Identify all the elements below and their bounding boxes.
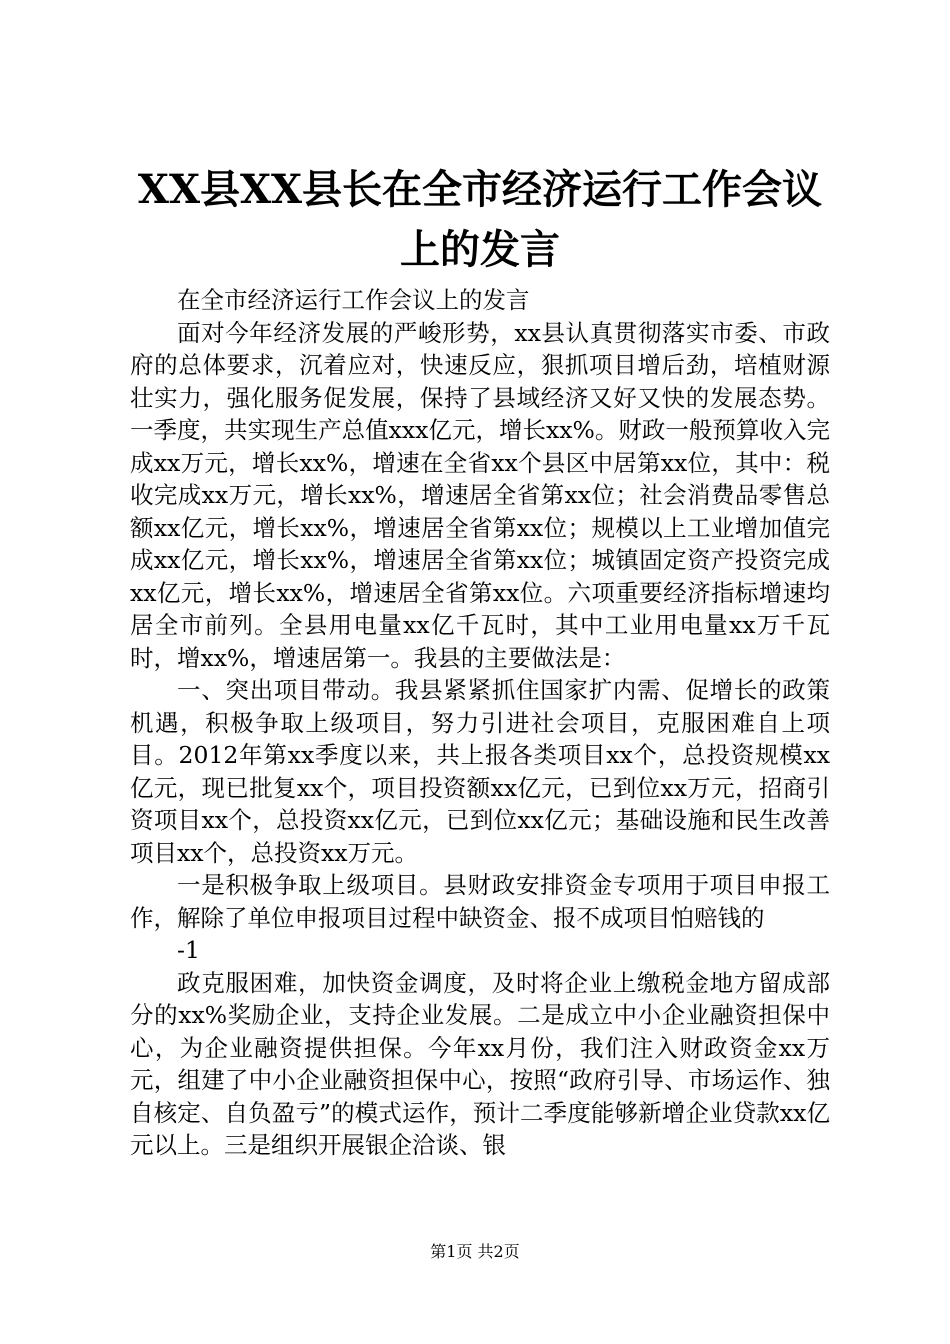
paragraph-overview: 面对今年经济发展的严峻形势，xx县认真贯彻落实市委、市政府的总体要求，沉着应对，快速反应，狠抓项目增后劲，培植财源壮实力，强化服务促发展，保持了县域经济又好又快的发展态势。一季度，共实现生产总值xxx亿元，增长xx%。财政一般预算收入完成xx万元，增长xx%，增速在全省xx个县区中居第xx位，其中：税收完成xx万元，增长xx%，增速居全省第xx位；社会消费品零售总额xx亿元，增长xx%，增速居全省第xx位；规模以上工业增加值完成xx亿元，增长xx%，增速居全省第xx位；城镇固定资产投资完成xx亿元，增长xx%，增速居全省第xx位。六项重要经济指标增速均居全市前列。全县用电量xx亿千瓦时，其中工业用电量xx万千瓦时，增xx%，增速居第一。我县的主要做法是： <box>130 318 830 672</box>
page-marker: -1 <box>177 936 200 964</box>
paragraph-project-driven: 一、突出项目带动。我县紧紧抓住国家扩内需、促增长的政策机遇，积极争取上级项目，努力引进社会项目，克服困难自上项目。2012年第xx季度以来，共上报各类项目xx个，总投资规模xx亿元，现已批复xx个，项目投资额xx亿元，已到位xx万元，招商引资项目xx个，总投资xx亿元，已到位xx亿元；基础设施和民生改善项目xx个，总投资xx万元。 <box>130 676 830 867</box>
page-footer: 第1页 共2页 <box>430 1242 520 1261</box>
paragraph-subtitle: 在全市经济运行工作会议上的发言 <box>177 286 530 314</box>
paragraph-continued: 政克服困难，加快资金调度，及时将企业上缴税金地方留成部分的xx%奖励企业，支持企业发展。二是成立中小企业融资担保中心，为企业融资提供担保。今年xx月份，我们注入财政资金xx万元，组建了中小企业融资担保中心，按照“政府引导、市场运作、独自核定、自负盈亏”的模式运作，预计二季度能够新增企业贷款xx亿元以上。三是组织开展银企洽谈、银 <box>130 968 830 1159</box>
document-page <box>130 160 830 1162</box>
document-body <box>130 284 830 1162</box>
paragraph-superior-projects: 一是积极争取上级项目。县财政安排资金专项用于项目申报工作，解除了单位申报项目过程中缺资金、报不成项目怕赔钱的 <box>130 871 830 932</box>
document-title: XX县XX县长在全市经济运行工作会议上的发言 <box>137 166 823 273</box>
